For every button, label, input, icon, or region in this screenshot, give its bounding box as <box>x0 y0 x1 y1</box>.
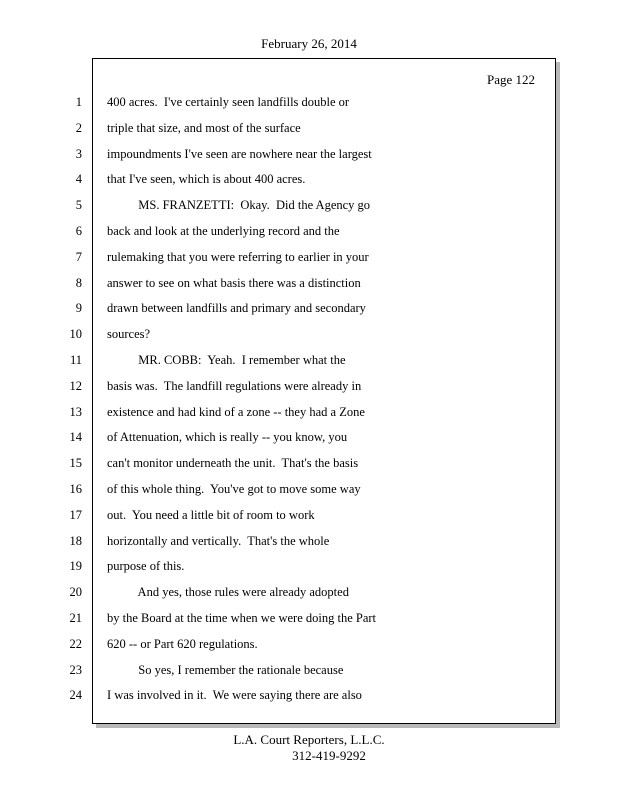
transcript-line: impoundments I've seen are nowhere near the largest <box>107 146 372 161</box>
footer-company: L.A. Court Reporters, L.L.C. <box>233 732 385 747</box>
header-date: February 26, 2014 <box>261 36 357 51</box>
line-number: 8 <box>75 275 82 290</box>
footer-phone: 312-419-9292 <box>292 748 366 763</box>
transcript-line: sources? <box>107 327 151 342</box>
transcript-line: I was involved in it. We were saying there are also <box>107 688 362 703</box>
transcript-line: back and look at the underlying record and the <box>107 223 340 238</box>
transcript-line: MR. COBB: Yeah. I remember what the <box>107 352 346 367</box>
line-number: 12 <box>69 378 82 393</box>
line-number: 10 <box>69 327 82 342</box>
transcript-line: of Attenuation, which is really -- you know, you <box>107 430 348 445</box>
transcript-line: purpose of this. <box>107 559 185 574</box>
line-number: 23 <box>69 662 82 677</box>
line-number: 17 <box>69 507 82 522</box>
transcript-line: existence and had kind of a zone -- they had a Zone <box>107 404 365 419</box>
line-number: 24 <box>69 688 82 703</box>
line-number: 18 <box>69 533 82 548</box>
line-number-column <box>52 94 82 713</box>
line-number: 3 <box>75 146 82 161</box>
line-number: 6 <box>75 223 82 238</box>
transcript-line: drawn between landfills and primary and secondary <box>107 301 366 316</box>
transcript-line: And yes, those rules were already adopted <box>107 585 349 600</box>
transcript-line: 620 -- or Part 620 regulations. <box>107 636 258 651</box>
transcript-line: by the Board at the time when we were doing the Part <box>107 610 377 625</box>
line-number: 7 <box>75 249 82 264</box>
transcript-line: So yes, I remember the rationale because <box>107 662 344 677</box>
transcript-line: answer to see on what basis there was a distinction <box>107 275 361 290</box>
line-number: 20 <box>69 585 82 600</box>
line-number: 13 <box>69 404 82 419</box>
transcript-line: horizontally and vertically. That's the whole <box>107 533 330 548</box>
transcript-line: basis was. The landfill regulations were already in <box>107 378 362 393</box>
line-number: 15 <box>69 456 82 471</box>
transcript-line: of this whole thing. You've got to move some way <box>107 481 361 496</box>
transcript-line: MS. FRANZETTI: Okay. Did the Agency go <box>107 198 371 213</box>
line-number: 16 <box>69 481 82 496</box>
line-number: 2 <box>75 120 82 135</box>
line-number: 19 <box>69 559 82 574</box>
line-number: 1 <box>75 95 82 109</box>
line-number: 22 <box>69 636 82 651</box>
transcript-line: can't monitor underneath the unit. That's the basis <box>107 456 359 471</box>
line-number: 14 <box>69 430 82 445</box>
transcript-line: rulemaking that you were referring to earlier in your <box>107 249 369 264</box>
line-number: 9 <box>75 301 82 316</box>
line-number: 5 <box>75 198 82 213</box>
line-number: 4 <box>75 172 82 187</box>
transcript-line: triple that size, and most of the surface <box>107 120 301 135</box>
transcript-line: out. You need a little bit of room to work <box>107 507 315 522</box>
page-number: Page 122 <box>486 72 535 87</box>
transcript-text <box>107 94 547 713</box>
footer <box>0 732 618 764</box>
transcript-line: that I've seen, which is about 400 acres. <box>107 172 306 187</box>
transcript-line: 400 acres. I've certainly seen landfills double or <box>107 95 350 109</box>
line-number: 21 <box>69 610 82 625</box>
line-number: 11 <box>69 352 82 367</box>
